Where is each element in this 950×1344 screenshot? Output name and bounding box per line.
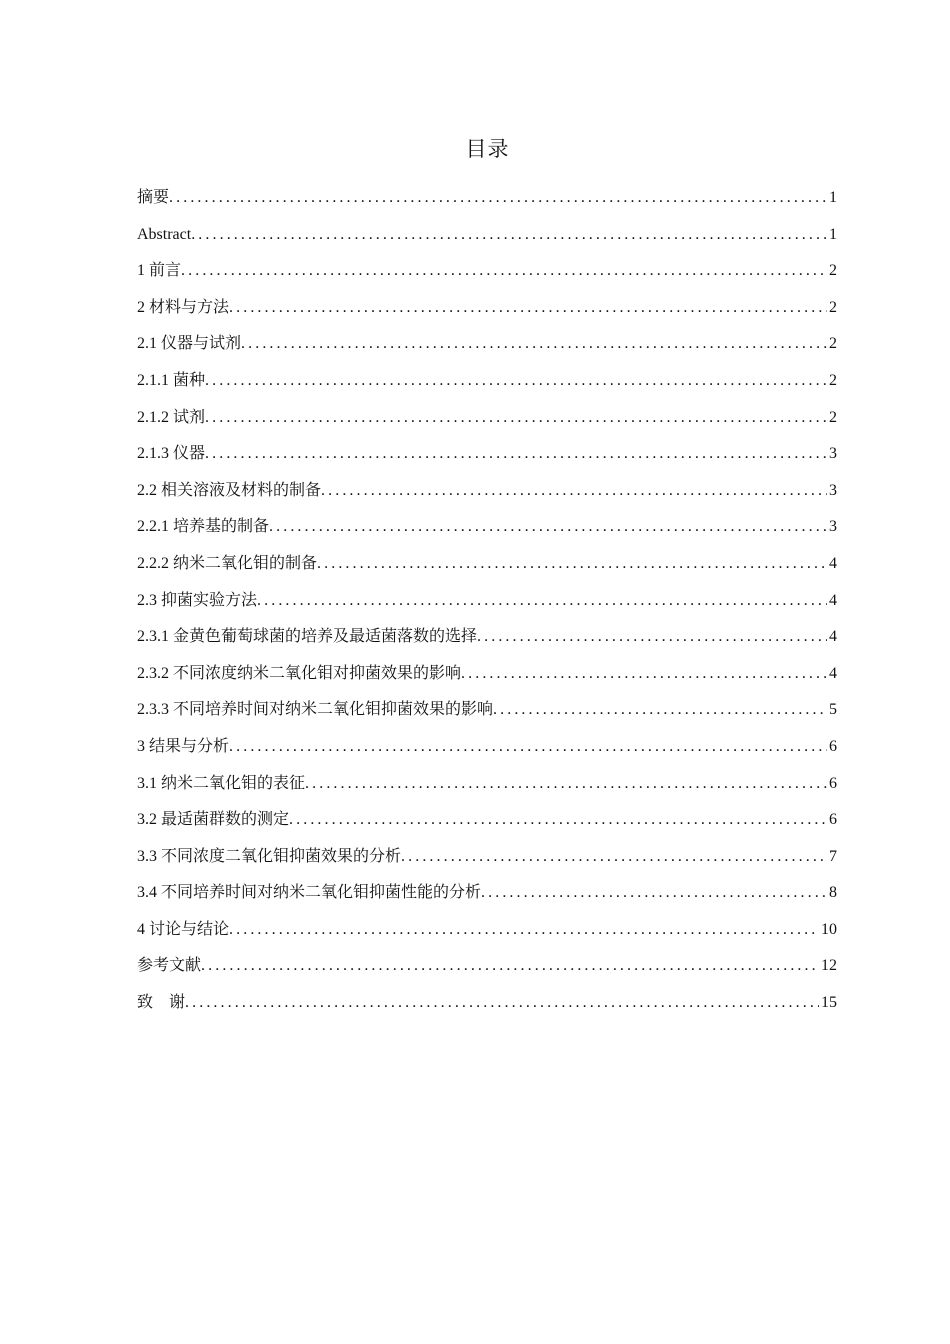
toc-entry-page: 2 (829, 335, 837, 353)
toc-entry[interactable] (137, 180, 837, 217)
dot-leader (461, 656, 827, 693)
toc-entry-label: 2.1 仪器与试剂 (137, 335, 242, 353)
dot-leader (321, 473, 827, 510)
toc-entry-label: 2.1.1 菌种 (137, 371, 206, 389)
dot-leader (185, 985, 819, 1022)
toc-entry-page: 6 (829, 737, 837, 755)
toc-entry[interactable] (137, 766, 837, 803)
dot-leader (229, 729, 827, 766)
toc-entry[interactable] (137, 985, 837, 1022)
toc-entry-label: 参考文献 (137, 957, 202, 975)
table-of-contents (137, 180, 837, 1022)
dot-leader (205, 363, 827, 400)
toc-entry-label: 3.1 纳米二氧化钼的表征 (137, 774, 306, 792)
toc-entry-label: 4 讨论与结论 (137, 920, 230, 938)
toc-entry-label: Abstract (137, 225, 192, 243)
toc-entry-page: 2 (829, 262, 837, 280)
toc-entry[interactable] (137, 253, 837, 290)
toc-entry-page: 2 (829, 408, 837, 426)
toc-entry-page: 3 (829, 518, 837, 536)
toc-entry-page: 3 (829, 481, 837, 499)
toc-entry-label: 2.2 相关溶液及材料的制备 (137, 481, 322, 499)
toc-entry-label: 摘要 (137, 189, 170, 206)
toc-entry[interactable] (137, 290, 837, 327)
dot-leader (241, 326, 827, 363)
dot-leader (305, 766, 827, 803)
toc-entry[interactable] (137, 619, 837, 656)
toc-entry-label: 2.3.1 金黄色葡萄球菌的培养及最适菌落数的选择 (137, 628, 478, 646)
toc-entry[interactable] (137, 839, 837, 876)
toc-entry[interactable] (137, 912, 837, 949)
toc-entry-page: 4 (829, 554, 837, 572)
dot-leader (229, 290, 827, 327)
toc-entry-page: 2 (829, 298, 837, 316)
toc-entry-page: 10 (821, 920, 837, 938)
toc-entry[interactable] (137, 656, 837, 693)
dot-leader (317, 546, 827, 583)
toc-entry[interactable] (137, 436, 837, 473)
toc-entry-label: 2.2.1 培养基的制备 (137, 518, 270, 536)
toc-entry-label: 2.2.2 纳米二氧化钼的制备 (137, 554, 318, 572)
toc-entry-label: 2.1.3 仪器 (137, 445, 206, 463)
toc-entry-label: 3 结果与分析 (137, 737, 230, 755)
dot-leader (201, 948, 819, 985)
dot-leader (205, 400, 827, 437)
toc-entry-page: 5 (829, 701, 837, 719)
dot-leader (229, 912, 819, 949)
toc-entry-label: 1 前言 (137, 262, 182, 280)
toc-entry[interactable] (137, 400, 837, 437)
toc-entry-label: 2.3.3 不同培养时间对纳米二氧化钼抑菌效果的影响 (137, 701, 494, 719)
dot-leader (269, 509, 827, 546)
toc-entry[interactable] (137, 802, 837, 839)
toc-entry-page: 4 (829, 628, 837, 646)
toc-entry-page: 7 (829, 847, 837, 865)
toc-entry-page: 6 (829, 811, 837, 829)
dot-leader (191, 217, 827, 254)
toc-entry[interactable] (137, 217, 837, 254)
toc-entry[interactable] (137, 326, 837, 363)
dot-leader (181, 253, 827, 290)
toc-entry[interactable] (137, 948, 837, 985)
toc-entry-page: 1 (829, 189, 837, 206)
dot-leader (169, 180, 827, 217)
toc-entry-page: 1 (829, 225, 837, 243)
toc-entry-label: 3.4 不同培养时间对纳米二氧化钼抑菌性能的分析 (137, 884, 482, 902)
toc-entry-label: 致 谢 (137, 994, 186, 1012)
dot-leader (481, 875, 827, 912)
toc-entry[interactable] (137, 692, 837, 729)
toc-entry[interactable] (137, 546, 837, 583)
toc-entry-page: 6 (829, 774, 837, 792)
toc-entry[interactable] (137, 363, 837, 400)
toc-entry-label: 2.3 抑菌实验方法 (137, 591, 258, 609)
toc-entry-page: 12 (821, 957, 837, 975)
toc-entry-page: 2 (829, 371, 837, 389)
dot-leader (477, 619, 827, 656)
toc-entry-page: 15 (821, 994, 837, 1012)
toc-entry-label: 2 材料与方法 (137, 298, 230, 316)
toc-title: 目录 (465, 137, 510, 161)
dot-leader (401, 839, 827, 876)
toc-entry[interactable] (137, 583, 837, 620)
toc-entry-label: 3.2 最适菌群数的测定 (137, 811, 290, 829)
toc-entry[interactable] (137, 473, 837, 510)
toc-entry-page: 4 (829, 591, 837, 609)
toc-entry[interactable] (137, 729, 837, 766)
dot-leader (205, 436, 827, 473)
toc-entry-label: 2.1.2 试剂 (137, 408, 206, 426)
dot-leader (289, 802, 827, 839)
toc-entry-page: 4 (829, 664, 837, 682)
toc-entry-page: 3 (829, 445, 837, 463)
toc-entry[interactable] (137, 875, 837, 912)
toc-entry[interactable] (137, 509, 837, 546)
toc-entry-page: 8 (829, 884, 837, 902)
dot-leader (257, 583, 827, 620)
dot-leader (493, 692, 827, 729)
toc-entry-label: 2.3.2 不同浓度纳米二氧化钼对抑菌效果的影响 (137, 664, 462, 682)
toc-entry-label: 3.3 不同浓度二氧化钼抑菌效果的分析 (137, 847, 402, 865)
